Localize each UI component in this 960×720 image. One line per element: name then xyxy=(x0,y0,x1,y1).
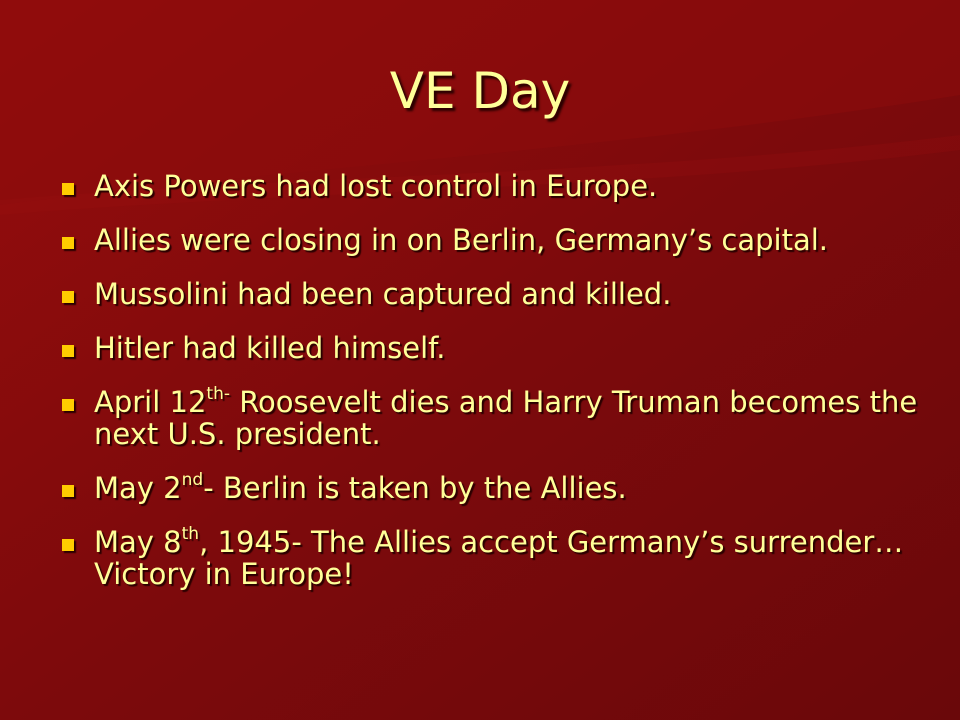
square-bullet-icon xyxy=(62,183,74,195)
bullet-text: Allies were closing in on Berlin, Germany’s capital. xyxy=(94,223,829,257)
bullet-superscript: nd xyxy=(181,470,204,490)
bullet-text: , 1945- The Allies accept Germany’s surrender…Victory in Europe! xyxy=(94,525,904,591)
bullet-text: Axis Powers had lost control in Europe. xyxy=(94,169,658,203)
bullet-text: April 12 xyxy=(94,385,207,419)
bullet-text: - Berlin is taken by the Allies. xyxy=(203,471,627,505)
bullet-text: May 2 xyxy=(94,471,182,505)
bullet-superscript: th- xyxy=(206,384,230,404)
square-bullet-icon xyxy=(62,399,74,411)
bullet-text: Roosevelt dies and Harry Truman becomes the next U.S. president. xyxy=(94,385,918,451)
square-bullet-icon xyxy=(62,539,74,551)
bullet-text: Mussolini had been captured and killed. xyxy=(94,277,672,311)
bullet-superscript: th xyxy=(181,524,200,544)
square-bullet-icon xyxy=(62,237,74,249)
bullet-item xyxy=(60,224,920,256)
bullet-item xyxy=(60,170,920,202)
bullet-list xyxy=(60,170,920,612)
bullet-item xyxy=(60,472,920,504)
bullet-item xyxy=(60,332,920,364)
square-bullet-icon xyxy=(62,485,74,497)
bullet-item xyxy=(60,526,920,590)
bullet-item xyxy=(60,386,920,450)
bullet-text: Hitler had killed himself. xyxy=(94,331,446,365)
square-bullet-icon xyxy=(62,345,74,357)
bullet-text: May 8 xyxy=(94,525,182,559)
bullet-item xyxy=(60,278,920,310)
slide-title: VE Day xyxy=(389,62,571,120)
square-bullet-icon xyxy=(62,291,74,303)
